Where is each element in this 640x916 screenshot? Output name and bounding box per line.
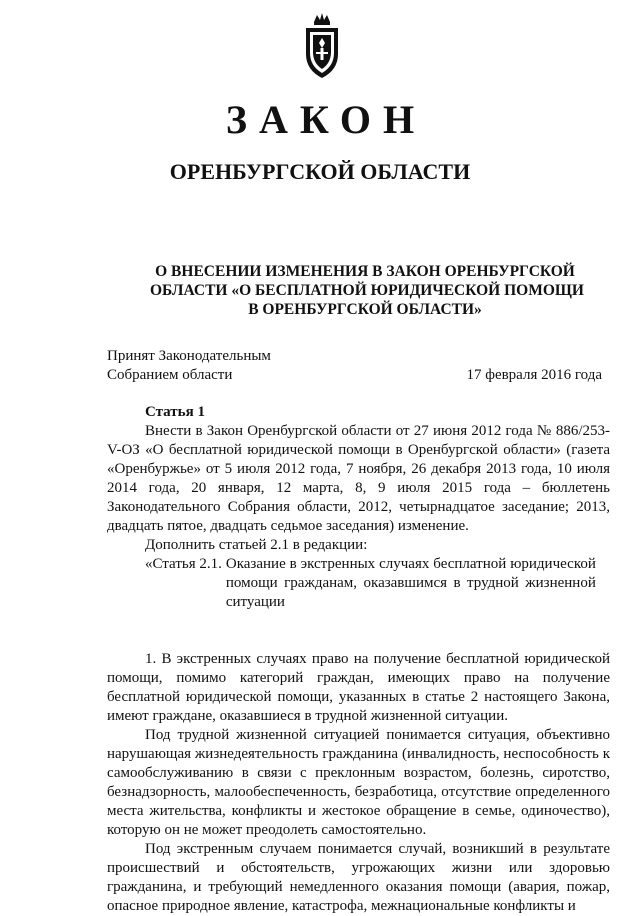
paragraph: Внести в Закон Оренбургской области от 27 июня 2012 года № 886/253-V-ОЗ «О бесплатной юридической помощи в Оренбургской области» (газета «Оренбуржье» от 5 июля 2012 года, 7 ноября, 26 декабря 2013 года, 10 июля 2014 года, 20 января, 12 марта, 8, 9 июля 2015 года – бюллетень Законодательного Собрания области, 2012, четырнадцатое заседание; 2013, двадцать пятое, двадцать седьмое заседания) изменение.: [107, 423, 610, 534]
paragraph: Дополнить статьей 2.1 в редакции:: [145, 537, 368, 553]
article-2-1-heading: [145, 555, 610, 612]
adoption-line: Собранием области: [107, 367, 233, 383]
adoption-info: [107, 347, 271, 385]
adoption-date: 17 февраля 2016 года: [466, 367, 602, 383]
article-heading: Статья 1: [145, 404, 205, 420]
law-name-line: В ОРЕНБУРГСКОЙ ОБЛАСТИ»: [248, 301, 482, 318]
paragraph: 1. В экстренных случаях право на получение бесплатной юридической помощи, помимо категорий граждан, имеющих право на получение бесплатной юридической помощи, указанных в статье 2 настоящего Закона, имеют граждане, оказавшиеся в трудной жизненной ситуации.: [107, 651, 610, 724]
law-name: [150, 262, 584, 319]
adoption-line: Принят Законодательным: [107, 348, 271, 364]
document-subtitle: ОРЕНБУРГСКОЙ ОБЛАСТИ: [169, 159, 471, 184]
paragraph: Под трудной жизненной ситуацией понимается ситуация, объективно нарушающая жизнедеятельность гражданина (инвалидность, неспособность к самообслуживанию в связи с преклонным возрастом, болезнь, сиротство, безнадзорность, малообеспеченность, безработица, отсутствие определенного места жительства, конфликты и жестокое обращение в семье, одиночество), которую он не может преодолеть самостоятельно.: [107, 727, 610, 838]
law-body: [107, 403, 610, 916]
paragraph: Под экстренным случаем понимается случай, возникший в результате происшествий и обстоятельств, угрожающих жизни или здоровью гражданина, и требующий немедленного оказания помощи (авария, пожар, опасное природное явление, катастрофа, межнациональные конфликты и: [107, 841, 610, 914]
coat-of-arms-emblem-icon: [299, 12, 345, 80]
article-2-1-label: «Статья 2.1.: [145, 556, 222, 572]
article-2-1-title: Оказание в экстренных случаях бесплатной юридической помощи гражданам, оказавшимся в трудной жизненной ситуации: [225, 556, 596, 610]
law-name-line: ОБЛАСТИ «О БЕСПЛАТНОЙ ЮРИДИЧЕСКОЙ ПОМОЩИ: [150, 282, 584, 299]
document-title: ЗАКОН: [225, 97, 427, 142]
law-name-line: О ВНЕСЕНИИ ИЗМЕНЕНИЯ В ЗАКОН ОРЕНБУРГСКОЙ: [155, 263, 575, 280]
